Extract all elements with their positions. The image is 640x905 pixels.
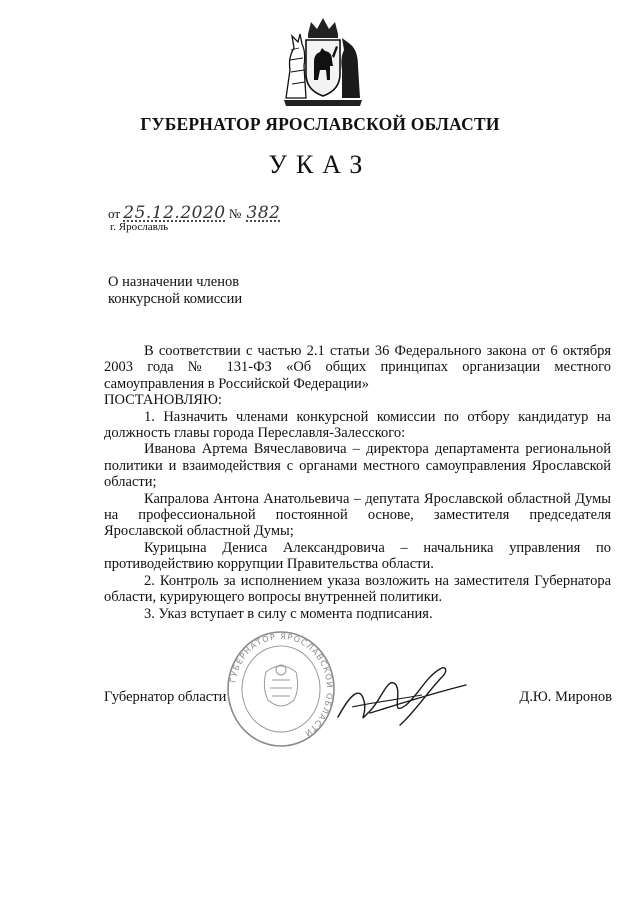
resolve-word: ПОСТАНОВЛЯЮ: bbox=[104, 392, 222, 409]
signer-title: Губернатор области bbox=[104, 689, 227, 705]
signature-block bbox=[104, 689, 612, 719]
document-subject bbox=[108, 274, 242, 308]
item-3-paragraph: 3. Указ вступает в силу с момента подписания. bbox=[144, 605, 433, 622]
coat-of-arms-icon bbox=[278, 10, 368, 110]
seal-text: ГУБЕРНАТОР ЯРОСЛАВСКОЙ ОБЛАСТИ bbox=[228, 631, 335, 739]
document-body bbox=[104, 343, 611, 622]
item-1-paragraph: 1. Назначить членами конкурсной комиссии по отбору кандидатур на должность главы города Переславля-Залесского: bbox=[104, 408, 611, 442]
member-3-paragraph: Курицына Дениса Александровича – начальника управления по противодействию коррупции Правительства области. bbox=[104, 539, 611, 573]
number-prefix: № bbox=[228, 206, 242, 221]
document-type: УКАЗ bbox=[268, 150, 372, 179]
document-date: 25.12.2020 bbox=[123, 203, 226, 223]
date-prefix: от bbox=[108, 206, 121, 221]
member-1-paragraph: Иванова Артема Вячеславовича – директора департамента региональной политики и взаимодействия с органами местного самоуправления Ярославской области; bbox=[104, 441, 611, 491]
subject-line: конкурсной комиссии bbox=[108, 291, 243, 307]
member-2-paragraph: Капралова Антона Анатольевича – депутата Ярославской областной Думы на профессиональной постоянной основе, заместителя председателя Ярославской областной Думы; bbox=[104, 490, 611, 540]
city: г. Ярославль bbox=[110, 221, 169, 233]
subject-line: О назначении членов bbox=[108, 274, 240, 290]
document-number: 382 bbox=[246, 203, 281, 223]
date-number-line bbox=[108, 203, 280, 223]
signer-name: Д.Ю. Миронов bbox=[519, 689, 612, 705]
item-2-paragraph: 2. Контроль за исполнением указа возложить на заместителя Губернатора области, курирующего вопросы внутренней политики. bbox=[104, 572, 611, 606]
issuer-title: ГУБЕРНАТОР ЯРОСЛАВСКОЙ ОБЛАСТИ bbox=[140, 114, 500, 134]
preamble-paragraph: В соответствии с частью 2.1 статьи 36 Федерального закона от 6 октября 2003 года № 131-ФЗ «Об общих принципах организации местного самоуправления в Российской Федерации» bbox=[104, 343, 611, 392]
